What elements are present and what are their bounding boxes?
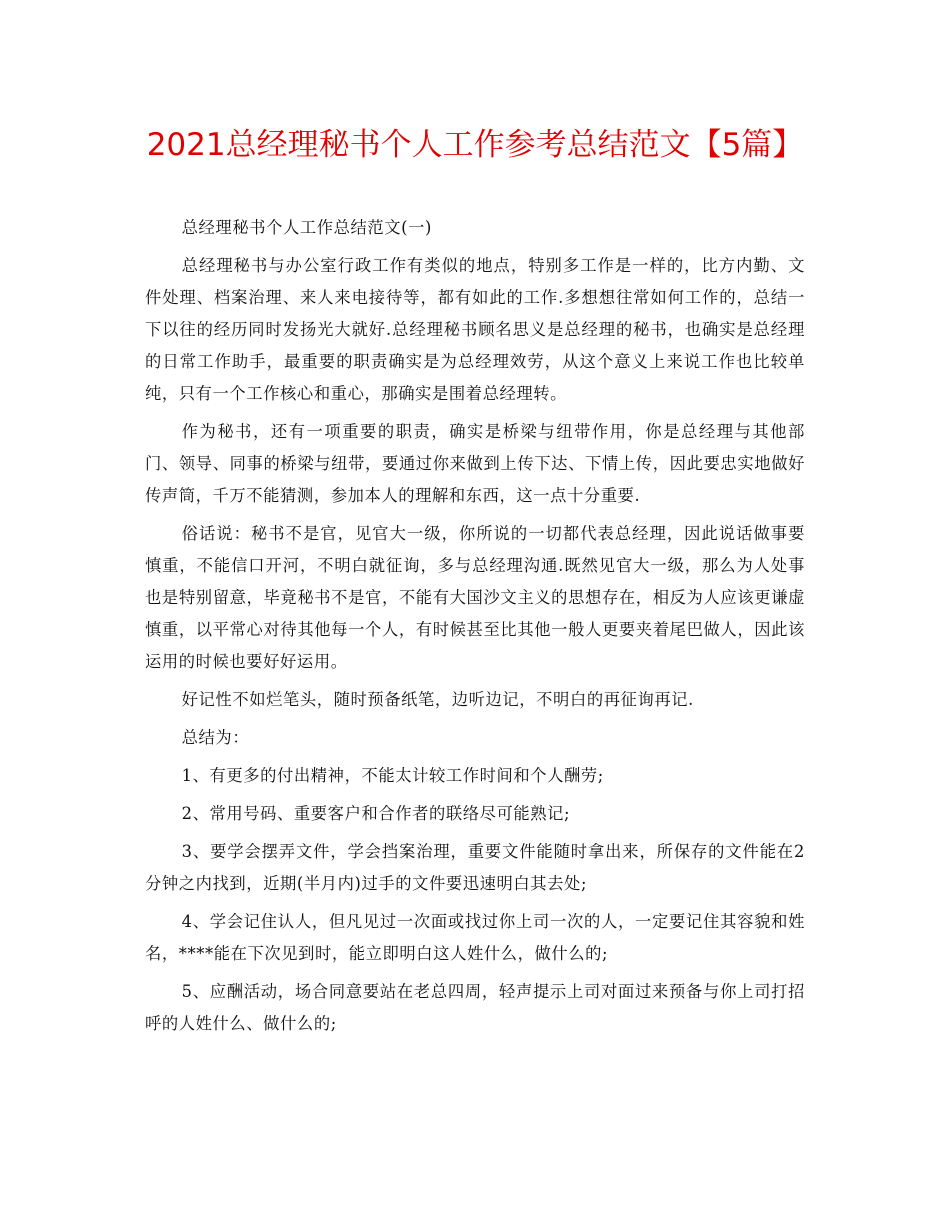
paragraph-subtitle: 总经理秘书个人工作总结范文(一) <box>181 218 432 237</box>
list-item-5: 5、应酬活动，场合同意要站在老总四周，轻声提示上司对面过来预备与你上司打招呼的人姓什么、做什么的; <box>145 982 805 1033</box>
document-title: 2021总经理秘书个人工作参考总结范文【5篇】 <box>146 127 804 163</box>
paragraph-proverb: 俗话说：秘书不是官，见官大一级，你所说的一切都代表总经理，因此说话做事要慎重，不能信口开河，不明白就征询，多与总经理沟通.既然见官大一级，那么为人处事也是特别留意，毕竟秘书不是官，不能有大国沙文主义的思想存在，相反为人应该更谦虚慎重，以平常心对待其他每一个人，有时候甚至比其他一般人更要夹着尾巴做人，因此该运用的时候也要好好运用。 <box>145 524 805 671</box>
paragraph-intro: 总经理秘书与办公室行政工作有类似的地点，特别多工作是一样的，比方内勤、文件处理、档案治理、来人来电接待等，都有如此的工作.多想想往常如何工作的，总结一下以往的经历同时发扬光大就好.总经理秘书顾名思义是总经理的秘书，也确实是总经理的日常工作助手，最重要的职责确实是为总经理效劳，从这个意义上来说工作也比较单纯，只有一个工作核心和重心，那确实是围着总经理转。 <box>145 256 805 403</box>
paragraph-bridge-role: 作为秘书，还有一项重要的职责，确实是桥梁与纽带作用，你是总经理与其他部门、领导、同事的桥梁与纽带，要通过你来做到上传下达、下情上传，因此要忠实地做好传声筒，千万不能猜测，参加本人的理解和东西，这一点十分重要. <box>145 422 805 505</box>
list-item-3: 3、要学会摆弄文件，学会挡案治理，重要文件能随时拿出来，所保存的文件能在2分钟之内找到，近期(半月内)过手的文件要迅速明白其去处; <box>145 842 805 893</box>
document-body <box>145 212 805 1046</box>
list-item-2: 2、常用号码、重要客户和合作者的联络尽可能熟记; <box>181 804 571 823</box>
paragraph-note-taking: 好记性不如烂笔头，随时预备纸笔，边听边记，不明白的再征询再记. <box>181 690 694 709</box>
list-item-4: 4、学会记住认人，但凡见过一次面或找过你上司一次的人，一定要记住其容貌和姓名，****能在下次见到时，能立即明白这人姓什么，做什么的; <box>145 912 805 963</box>
list-item-1: 1、有更多的付出精神，不能太计较工作时间和个人酬劳; <box>181 766 604 785</box>
paragraph-summary-heading: 总结为： <box>181 728 250 747</box>
